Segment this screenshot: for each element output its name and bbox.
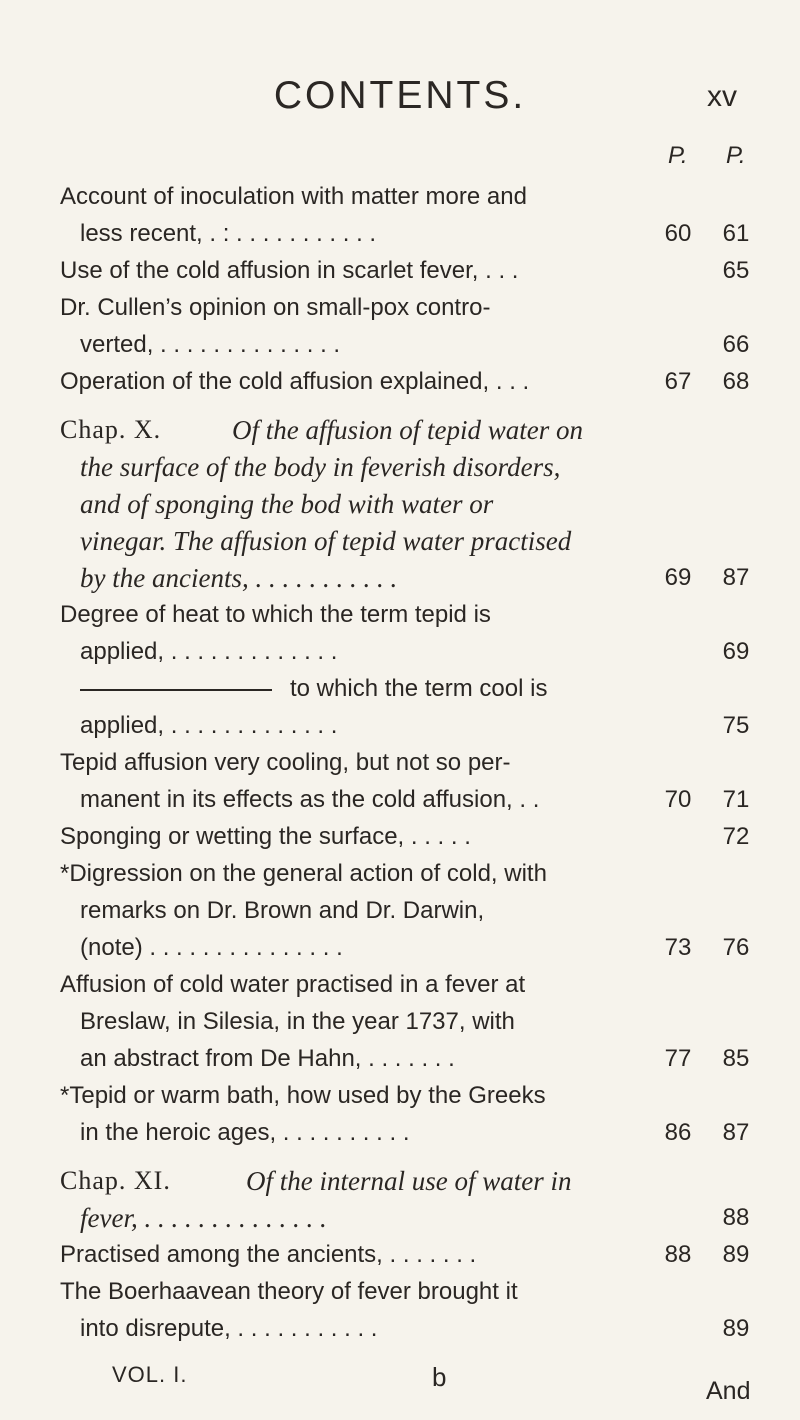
entry-text: applied, . . . . . . . . . . . . . [80,638,338,665]
page-number: xv [707,80,737,113]
entry-text: *Tepid or warm bath, how used by the Greeks [60,1082,546,1109]
page-ref-2: 88 [722,1204,750,1231]
contents-entry [0,1201,800,1241]
contents-entry [0,1164,800,1204]
entry-text: an abstract from De Hahn, . . . . . . . [80,1045,455,1072]
contents-entry [0,328,800,368]
contents-entry [0,931,800,971]
entry-text: the surface of the body in feverish disorders, [80,452,561,482]
entry-text: *Digression on the general action of cold, with [60,860,547,887]
contents-entry [0,672,800,712]
contents-entry [0,487,800,527]
page-ref-1: 86 [664,1119,692,1146]
contents-entry [0,746,800,786]
page-ref-2: 75 [722,712,750,739]
entry-text: Use of the cold affusion in scarlet fever, . . . [60,257,519,284]
contents-entry [0,968,800,1008]
page-ref-2: 66 [722,331,750,358]
entry-text: verted, . . . . . . . . . . . . . . [80,331,341,358]
contents-entry [0,1275,800,1315]
entry-text: (note) . . . . . . . . . . . . . . . [80,934,343,961]
page-ref-2: 61 [722,220,750,247]
entry-text: Chap. XI. [60,1166,171,1195]
entry-text: Operation of the cold affusion explained, . . . [60,368,530,395]
entry-text: remarks on Dr. Brown and Dr. Darwin, [80,897,485,924]
page-ref-2: 72 [722,823,750,850]
contents-entry [0,291,800,331]
page-ref-2: 85 [722,1045,750,1072]
page-ref-1: 73 [664,934,692,961]
entry-text: vinegar. The affusion of tepid water practised [80,526,572,556]
page-ref-1: 88 [664,1241,692,1268]
catchword: And [706,1377,751,1405]
page-ref-1: 69 [664,564,692,591]
entry-text: manent in its effects as the cold affusion, . . [80,786,540,813]
page-ref-2: 71 [722,786,750,813]
contents-entry [0,598,800,638]
entry-text: Sponging or wetting the surface, . . . . . [60,823,471,850]
entry-text: Practised among the ancients, . . . . . . . [60,1241,477,1268]
contents-entry [0,635,800,675]
page-ref-2: 89 [722,1241,750,1268]
chapter-title: Of the internal use of water in [246,1166,572,1196]
contents-entry [0,450,800,490]
contents-entry [0,180,800,220]
entry-text: and of sponging the bod with water or [80,489,494,519]
column-header-page-1: P. [668,142,688,169]
entry-text: less recent, . : . . . . . . . . . . . [80,220,377,247]
entry-text: Dr. Cullen’s opinion on small-pox contro- [60,294,491,321]
column-header-page-2: P. [726,142,746,169]
volume-label: VOL. I. [112,1362,188,1387]
entry-text: into disrepute, . . . . . . . . . . . [80,1315,378,1342]
contents-entry [0,1042,800,1082]
contents-entry [0,1312,800,1352]
page-ref-2: 68 [722,368,750,395]
contents-entry [0,820,800,860]
entry-text: applied, . . . . . . . . . . . . . [80,712,338,739]
entry-text: Chap. X. [60,415,162,444]
page-ref-1: 77 [664,1045,692,1072]
entry-text: in the heroic ages, . . . . . . . . . . [80,1119,410,1146]
contents-entry [0,561,800,601]
contents-entry [0,524,800,564]
entry-text: fever, . . . . . . . . . . . . . . [80,1203,327,1233]
page-ref-1: 70 [664,786,692,813]
page-title: CONTENTS. [273,74,527,117]
entry-text: to which the term cool is [290,675,548,702]
entry-text: Account of inoculation with matter more and [60,183,527,210]
entry-text: Affusion of cold water practised in a fever at [60,971,526,998]
page-ref-2: 89 [722,1315,750,1342]
contents-entry [0,1238,800,1278]
page-ref-1: 60 [664,220,692,247]
page-ref-2: 65 [722,257,750,284]
entry-text: Degree of heat to which the term tepid is [60,601,491,628]
ditto-rule [80,689,272,691]
page-ref-2: 76 [722,934,750,961]
entry-text: Tepid affusion very cooling, but not so per- [60,749,511,776]
contents-entry [0,894,800,934]
page-ref-2: 87 [722,564,750,591]
contents-entry [0,783,800,823]
chapter-title: Of the affusion of tepid water on [232,415,583,445]
contents-entry [0,1079,800,1119]
contents-entry [0,1005,800,1045]
contents-entry [0,857,800,897]
entry-text: by the ancients, . . . . . . . . . . . [80,563,398,593]
contents-entry [0,365,800,405]
page-ref-2: 69 [722,638,750,665]
entry-text: The Boerhaavean theory of fever brought it [60,1278,518,1305]
signature-mark: b [432,1362,447,1392]
contents-entry [0,1116,800,1156]
page-ref-1: 67 [664,368,692,395]
contents-entry [0,217,800,257]
contents-entry [0,254,800,294]
contents-entry [0,413,800,453]
contents-entry [0,709,800,749]
entry-text: Breslaw, in Silesia, in the year 1737, with [80,1008,515,1035]
page-ref-2: 87 [722,1119,750,1146]
